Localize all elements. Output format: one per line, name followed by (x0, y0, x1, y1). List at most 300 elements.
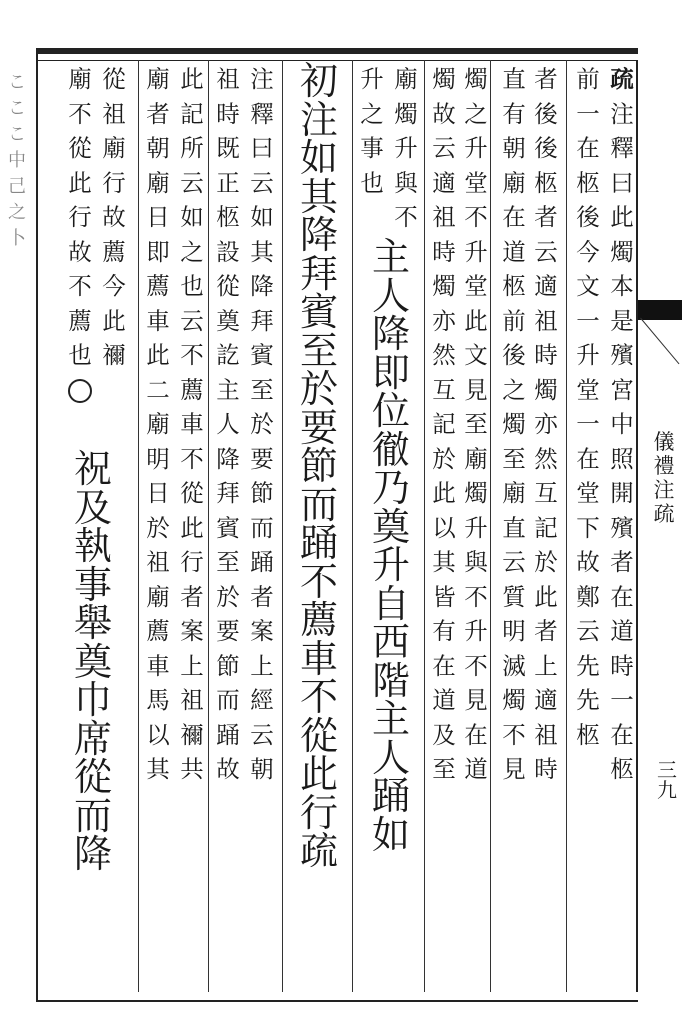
glyph: 此 (464, 306, 488, 335)
glyph: 者 (610, 548, 634, 576)
glyph: 此 (610, 203, 634, 231)
glyph: 不 (394, 203, 418, 231)
glyph: 云 (502, 548, 526, 576)
glyph: 主 (371, 235, 410, 279)
glyph: 薦 (102, 237, 126, 266)
glyph: 之 (502, 375, 526, 404)
glyph: 有 (432, 617, 456, 645)
text-column (532, 62, 560, 787)
glyph: 堂 (576, 375, 600, 404)
glyph: 也 (360, 168, 384, 197)
glyph: 從 (102, 65, 126, 93)
glyph: 適 (534, 272, 558, 300)
glyph: 上 (534, 651, 558, 680)
glyph: 上 (250, 651, 274, 680)
glyph: 時 (534, 755, 558, 783)
glyph: 者 (250, 582, 274, 611)
glyph: 不 (180, 341, 204, 369)
glyph: 此 (146, 341, 170, 369)
glyph: 事 (73, 562, 112, 607)
glyph: 節 (250, 479, 274, 507)
glyph: 故 (102, 203, 126, 231)
glyph: 車 (180, 410, 204, 438)
glyph: 廟 (102, 134, 126, 162)
glyph: 明 (146, 444, 170, 473)
glyph: 道 (464, 755, 488, 783)
glyph: 拜 (250, 306, 274, 335)
glyph: 燭 (502, 410, 526, 438)
glyph: 至 (216, 548, 240, 576)
glyph: 云 (180, 168, 204, 197)
glyph: 此 (102, 306, 126, 335)
glyph: 從 (216, 272, 240, 300)
glyph: 明 (502, 617, 526, 645)
text-column (462, 62, 490, 787)
glyph: 云 (534, 237, 558, 266)
glyph: 今 (576, 237, 600, 266)
glyph: 鄭 (576, 582, 600, 611)
glyph: 之 (360, 99, 384, 128)
glyph: 柩 (610, 755, 634, 783)
glyph: 於 (216, 582, 240, 611)
glyph: 升 (371, 543, 410, 587)
glyph: 此 (180, 65, 204, 93)
glyph: 踊 (299, 521, 338, 565)
glyph: 朝 (502, 134, 526, 162)
glyph: 然 (534, 444, 558, 473)
glyph: 薦 (180, 375, 204, 404)
glyph: 釋 (250, 99, 274, 128)
glyph: 初 (299, 59, 338, 103)
glyph: 一 (610, 686, 634, 714)
glyph: 殯 (610, 513, 634, 542)
glyph: 時 (216, 99, 240, 128)
text-column (608, 62, 636, 787)
glyph: 云 (180, 306, 204, 335)
glyph: 燭 (432, 65, 456, 93)
glyph: 時 (534, 341, 558, 369)
glyph: 升 (464, 513, 488, 542)
glyph: 燭 (464, 65, 488, 93)
glyph: 案 (180, 617, 204, 645)
glyph: 至 (464, 410, 488, 438)
glyph: 案 (250, 617, 274, 645)
glyph: 道 (610, 617, 634, 645)
glyph: 九 (657, 778, 677, 802)
glyph: 正 (216, 168, 240, 197)
glyph: 節 (299, 444, 338, 488)
text-column (214, 62, 242, 787)
glyph: 質 (502, 582, 526, 611)
glyph: 人 (216, 410, 240, 438)
glyph: 於 (250, 410, 274, 438)
glyph: 廟 (146, 582, 170, 611)
glyph: 降 (250, 272, 274, 300)
glyph: 如 (180, 203, 204, 231)
glyph: 燭 (534, 375, 558, 404)
glyph: 疏 (610, 65, 634, 93)
glyph: 本 (610, 272, 634, 300)
glyph: 薦 (146, 617, 170, 645)
glyph: 奠 (216, 306, 240, 335)
glyph: 禰 (180, 720, 204, 749)
glyph: 燭 (610, 237, 634, 266)
glyph: 直 (502, 513, 526, 542)
glyph: 與 (464, 548, 488, 576)
left-edge-bleed (0, 70, 34, 252)
glyph: 拜 (216, 479, 240, 507)
glyph: 文 (576, 272, 600, 300)
column-rule (138, 60, 139, 992)
glyph: 柩 (502, 272, 526, 300)
glyph: 注 (250, 65, 274, 93)
glyph: 而 (73, 793, 112, 838)
glyph: 是 (610, 306, 634, 335)
glyph: 直 (502, 65, 526, 93)
text-column (368, 235, 414, 857)
glyph: 如 (371, 812, 410, 857)
glyph: 此 (180, 513, 204, 542)
glyph: 上 (180, 651, 204, 680)
text-column (500, 62, 528, 787)
glyph: 從 (68, 134, 92, 162)
glyph: 先 (576, 651, 600, 680)
glyph: 互 (534, 479, 558, 507)
glyph: 賓 (216, 513, 240, 542)
glyph: 設 (216, 237, 240, 266)
glyph: 後 (576, 203, 600, 231)
glyph: 也 (180, 272, 204, 300)
glyph: 徹 (371, 427, 410, 472)
text-column (70, 447, 116, 876)
glyph: 堂 (576, 479, 600, 507)
glyph: 至 (502, 444, 526, 473)
glyph: 其 (250, 237, 274, 266)
glyph: 不 (502, 720, 526, 749)
glyph: 既 (216, 134, 240, 162)
glyph: 從 (180, 479, 204, 507)
glyph: 其 (146, 755, 170, 783)
glyph: 所 (180, 134, 204, 162)
glyph: 不 (464, 203, 488, 231)
text-column (358, 62, 386, 200)
glyph: 者 (534, 617, 558, 645)
glyph: 儀 (653, 430, 675, 454)
glyph: 一 (576, 99, 600, 128)
glyph: 後 (534, 99, 558, 128)
glyph: 一 (576, 410, 600, 438)
glyph: 三 (657, 758, 677, 782)
glyph: 廟 (502, 479, 526, 507)
glyph: 燭 (394, 99, 418, 128)
glyph: 前 (576, 65, 600, 93)
folio-number (652, 760, 682, 800)
glyph: 人 (371, 735, 410, 780)
column-rule (424, 60, 425, 992)
glyph: 燭 (502, 686, 526, 714)
column-rule (352, 60, 353, 992)
glyph: 之 (8, 202, 26, 223)
glyph: 適 (534, 686, 558, 714)
glyph: 時 (610, 651, 634, 680)
glyph: 此 (299, 752, 338, 796)
glyph: 文 (464, 341, 488, 369)
glyph: 故 (576, 548, 600, 576)
glyph: 之 (464, 99, 488, 128)
glyph: 見 (502, 755, 526, 783)
glyph: 曰 (610, 168, 634, 197)
glyph: 至 (299, 328, 338, 373)
text-column (144, 62, 172, 787)
glyph: 記 (534, 513, 558, 542)
glyph: 於 (146, 513, 170, 542)
glyph: 與 (394, 168, 418, 197)
glyph: 降 (73, 832, 112, 876)
glyph: 有 (502, 99, 526, 128)
glyph: 賓 (299, 290, 338, 334)
margin-title (642, 430, 686, 526)
glyph: 記 (432, 410, 456, 438)
column-rule (490, 60, 491, 992)
glyph: 升 (464, 617, 488, 645)
glyph: 巾 (73, 678, 112, 722)
glyph: 禰 (102, 341, 126, 369)
glyph: 賓 (250, 341, 274, 369)
glyph: 前 (502, 306, 526, 335)
glyph: 西 (371, 620, 410, 664)
glyph: 堂 (464, 272, 488, 300)
glyph: 踊 (250, 548, 274, 576)
glyph: 在 (610, 720, 634, 749)
glyph: 者 (146, 99, 170, 128)
glyph: 釋 (610, 134, 634, 162)
glyph: 注 (299, 97, 338, 142)
glyph: 如 (299, 136, 338, 180)
glyph: 及 (432, 720, 456, 749)
glyph: 者 (180, 582, 204, 611)
glyph: 廟 (146, 410, 170, 438)
glyph: 此 (432, 479, 456, 507)
glyph: 適 (432, 168, 456, 197)
glyph: 廟 (464, 444, 488, 473)
glyph: 不 (464, 651, 488, 680)
glyph: 云 (250, 168, 274, 197)
glyph: 卜 (8, 228, 26, 249)
text-column (392, 62, 420, 235)
glyph: 祖 (534, 306, 558, 335)
glyph: 薦 (68, 306, 92, 335)
glyph: 行 (102, 168, 126, 197)
glyph: 要 (250, 444, 274, 473)
glyph: 不 (68, 99, 92, 128)
glyph: 者 (534, 203, 558, 231)
glyph: 如 (250, 203, 274, 231)
glyph: 馬 (146, 686, 170, 714)
glyph: 其 (299, 174, 338, 219)
glyph: 之 (180, 237, 204, 266)
glyph: 道 (432, 686, 456, 714)
glyph: 升 (576, 341, 600, 369)
glyph: 二 (146, 375, 170, 404)
glyph: 中 (8, 150, 26, 171)
glyph: 開 (610, 479, 634, 507)
glyph: 互 (432, 375, 456, 404)
glyph: 故 (68, 237, 92, 266)
glyph: 云 (576, 617, 600, 645)
glyph: 先 (576, 686, 600, 714)
glyph: 要 (299, 405, 338, 450)
glyph: 祖 (102, 99, 126, 128)
glyph: 不 (299, 559, 338, 604)
glyph: 薦 (146, 272, 170, 300)
fishtail-mark (638, 300, 682, 320)
glyph: 祖 (180, 686, 204, 714)
text-column (100, 62, 128, 373)
glyph: 而 (299, 482, 338, 527)
glyph: 故 (432, 99, 456, 128)
glyph: 車 (146, 306, 170, 335)
glyph: 踊 (371, 774, 410, 818)
glyph: 不 (299, 675, 338, 719)
glyph: 其 (432, 548, 456, 576)
glyph: 從 (299, 713, 338, 758)
column-rule (566, 60, 567, 992)
glyph: 亦 (534, 410, 558, 438)
glyph: 以 (432, 513, 456, 542)
glyph: 乃 (371, 466, 410, 510)
glyph: 從 (73, 755, 112, 799)
glyph: 自 (371, 581, 410, 626)
glyph: 奠 (371, 504, 410, 549)
glyph: 後 (502, 341, 526, 369)
glyph: 堂 (464, 168, 488, 197)
glyph: 時 (432, 237, 456, 266)
glyph: 在 (432, 651, 456, 680)
glyph: 踊 (216, 720, 240, 749)
glyph: 禮 (653, 454, 675, 478)
glyph: こ (8, 98, 26, 119)
glyph: 祖 (534, 720, 558, 749)
glyph: 舉 (73, 601, 112, 645)
glyph: 行 (68, 203, 92, 231)
glyph: 曰 (250, 134, 274, 162)
glyph: 廟 (502, 168, 526, 197)
glyph: 在 (464, 720, 488, 749)
glyph: 主 (216, 375, 240, 404)
text-column (178, 62, 206, 787)
glyph: 主 (371, 697, 410, 741)
glyph: 在 (576, 134, 600, 162)
glyph: 奠 (73, 639, 112, 684)
glyph: 升 (464, 237, 488, 266)
glyph: 廟 (146, 168, 170, 197)
glyph: 而 (250, 513, 274, 542)
fold-rule (636, 60, 638, 992)
glyph: 疏 (653, 502, 675, 526)
glyph: こ (8, 72, 26, 93)
glyph: 云 (432, 134, 456, 162)
glyph: 席 (73, 716, 112, 761)
glyph: 此 (68, 168, 92, 197)
text-column (296, 59, 342, 873)
glyph: 祖 (432, 203, 456, 231)
glyph: 廟 (394, 65, 418, 93)
glyph: 共 (180, 755, 204, 783)
glyph: 云 (250, 720, 274, 749)
glyph: 降 (299, 213, 338, 257)
glyph: 不 (180, 444, 204, 473)
glyph: 宮 (610, 375, 634, 404)
glyph: 人 (371, 273, 410, 318)
glyph: 行 (180, 548, 204, 576)
column-rule (208, 60, 209, 992)
glyph: 柩 (576, 168, 600, 197)
glyph: 而 (216, 686, 240, 714)
glyph: 廟 (68, 65, 92, 93)
glyph: 不 (464, 582, 488, 611)
glyph: 今 (102, 272, 126, 300)
glyph: 祖 (216, 65, 240, 93)
glyph: 朝 (250, 755, 274, 783)
glyph: 即 (371, 350, 410, 395)
glyph: 階 (371, 658, 410, 703)
glyph: 一 (576, 306, 600, 335)
text-column (248, 62, 276, 787)
glyph: 要 (216, 617, 240, 645)
glyph: 朝 (146, 134, 170, 162)
glyph: 此 (534, 582, 558, 611)
glyph: 柩 (216, 203, 240, 231)
glyph: 也 (68, 341, 92, 369)
glyph: 升 (360, 65, 384, 93)
glyph: 見 (464, 686, 488, 714)
glyph: 至 (250, 375, 274, 404)
glyph: 節 (216, 651, 240, 680)
glyph: 祝 (73, 447, 112, 491)
glyph: 事 (360, 134, 384, 162)
glyph: 升 (464, 134, 488, 162)
glyph: 殯 (610, 341, 634, 369)
glyph: 故 (216, 755, 240, 783)
glyph: 拜 (299, 251, 338, 296)
glyph: 即 (146, 237, 170, 266)
glyph: 注 (610, 99, 634, 128)
glyph: 亦 (432, 306, 456, 335)
glyph: 降 (371, 312, 410, 356)
text-column (574, 62, 602, 752)
glyph: 執 (73, 524, 112, 568)
glyph: こ (8, 124, 26, 145)
circle-mark (68, 379, 92, 403)
glyph: 以 (146, 720, 170, 749)
glyph: 於 (432, 444, 456, 473)
glyph: 照 (610, 444, 634, 473)
glyph: 柩 (534, 168, 558, 197)
glyph: 柩 (576, 720, 600, 749)
glyph: 訖 (216, 341, 240, 369)
glyph: 於 (299, 367, 338, 411)
glyph: 在 (502, 203, 526, 231)
text-column (430, 62, 458, 787)
glyph: 在 (576, 444, 600, 473)
glyph: 疏 (299, 829, 338, 873)
glyph: 者 (534, 65, 558, 93)
fishtail-line (640, 318, 679, 365)
glyph: 行 (299, 790, 338, 835)
glyph: 升 (394, 134, 418, 162)
glyph: 見 (464, 375, 488, 404)
glyph: 然 (432, 341, 456, 369)
